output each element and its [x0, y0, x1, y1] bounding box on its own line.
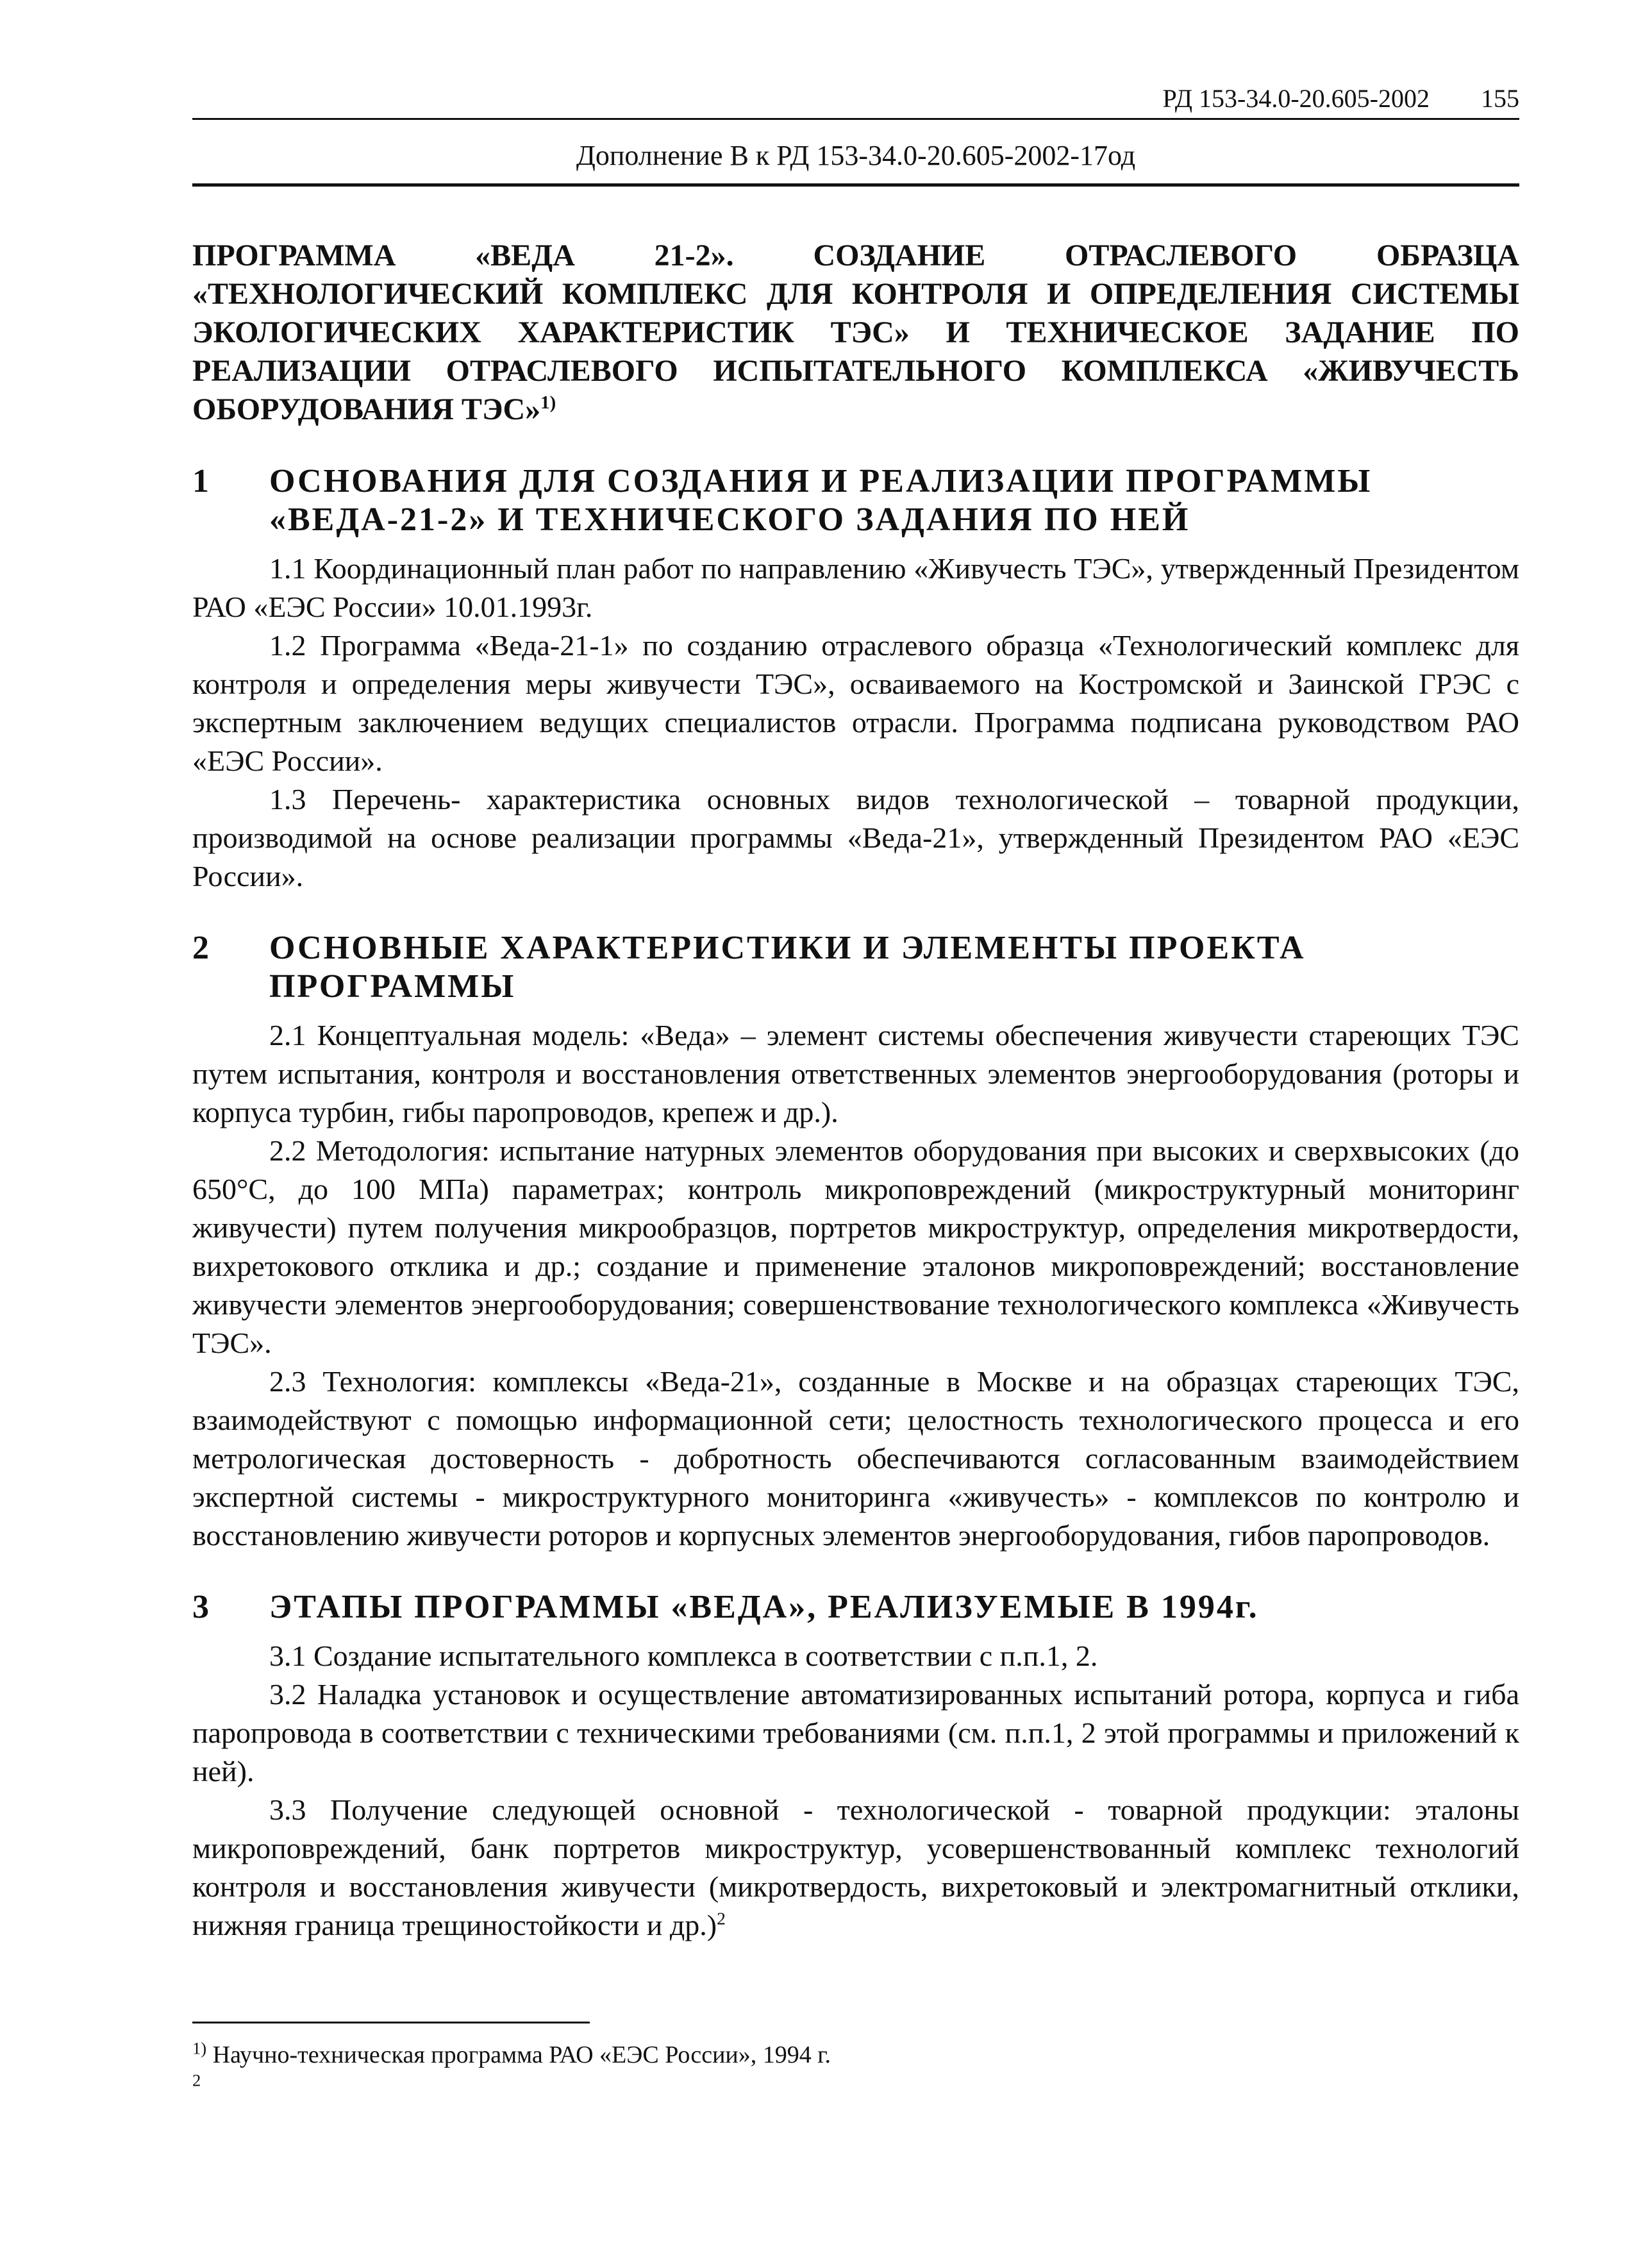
footnote-2 — [192, 2071, 1519, 2103]
doc-code: РД 153-34.0-20.605-2002 — [1162, 84, 1430, 113]
section-number: 1 — [192, 463, 211, 499]
section-heading-text: ЭТАПЫ ПРОГРАММЫ «ВЕДА», РЕАЛИЗУЕМЫЕ В 1994г. — [269, 1589, 1259, 1625]
page-number: 155 — [1481, 84, 1519, 113]
document-title-text: ПРОГРАММА «ВЕДА 21-2». СОЗДАНИЕ ОТРАСЛЕВОГО ОБРАЗЦА «ТЕХНОЛОГИЧЕСКИЙ КОМПЛЕКС ДЛЯ КОНТРОЛЯ И ОПРЕДЕЛЕНИЯ СИСТЕМЫ ЭКОЛОГИЧЕСКИХ ХАРАКТЕРИСТИК ТЭС» И ТЕХНИЧЕСКОЕ ЗАДАНИЕ ПО РЕАЛИЗАЦИИ ОТРАСЛЕВОГО ИСПЫТАТЕЛЬНОГО КОМПЛЕКСА «ЖИВУЧЕСТЬ ОБОРУДОВАНИЯ ТЭС» — [192, 239, 1519, 426]
paragraph-1-1: 1.1 Координационный план работ по направлению «Живучесть ТЭС», утвержденный Президентом РАО «ЕЭС России» 10.01.1993г. — [192, 552, 1519, 623]
paragraph-footnote-mark: 2 — [717, 1908, 726, 1929]
section-number: 2 — [192, 930, 211, 966]
footnote-mark: 2 — [192, 2070, 201, 2090]
section-heading-2 — [192, 929, 1519, 1006]
footnote-text: Научно-техническая программа РАО «ЕЭС России», 1994 г. — [206, 2041, 831, 2068]
paragraph-1-2: 1.2 Программа «Веда-21-1» по созданию отраслевого образца «Технологический комплекс для контроля и определения меры живучести ТЭС», осваиваемого на Костромской и Заинской ГРЭС с экспертным заключением ведущих специалистов отрасли. Программа подписана руководством РАО «ЕЭС России». — [192, 629, 1519, 777]
section-number: 3 — [192, 1589, 211, 1625]
footnote-mark: 1) — [192, 2038, 207, 2058]
paragraph-3-3-text: 3.3 Получение следующей основной - технологической - товарной продукции: эталоны микроповреждений, банк портретов микроструктур, усовершенствованный комплекс технологий контроля и восстановления живучести (микротвердость, вихретоковый и электромагнитный отклики, нижняя граница трещиностойкости и др.) — [192, 1793, 1519, 1941]
header-rule-bottom — [192, 183, 1519, 187]
running-header — [192, 77, 1519, 118]
paragraph-2-1: 2.1 Концептуальная модель: «Веда» – элемент системы обеспечения живучести стареющих ТЭС путем испытания, контроля и восстановления ответственных элементов энергооборудования (роторы и корпуса турбин, гибы паропроводов, крепеж и др.). — [192, 1019, 1519, 1128]
paragraph-2-2: 2.2 Методология: испытание натурных элементов оборудования при высоких и сверхвысоких (до 650°С, до 100 МПа) параметрах; контроль микроповреждений (микроструктурный мониторинг живучести) путем получения микрообразцов, портретов микроструктур, определения микротвердости, вихретокового отклика и др.; создание и применение эталонов микроповреждений; восстановление живучести элементов энергооборудования; совершенствование технологического комплекса «Живучесть ТЭС». — [192, 1134, 1519, 1359]
supplement-line: Дополнение В к РД 153-34.0-20.605-2002-17од — [576, 140, 1136, 171]
document-title — [192, 237, 1519, 429]
section-heading-1 — [192, 462, 1519, 539]
footnote-1 — [192, 2039, 1519, 2071]
section-heading-text: ОСНОВАНИЯ ДЛЯ СОЗДАНИЯ И РЕАЛИЗАЦИИ ПРОГРАММЫ «ВЕДА-21-2» И ТЕХНИЧЕСКОГО ЗАДАНИЯ ПО НЕЙ — [269, 463, 1372, 538]
section-heading-text: ОСНОВНЫЕ ХАРАКТЕРИСТИКИ И ЭЛЕМЕНТЫ ПРОЕКТА ПРОГРАММЫ — [269, 930, 1306, 1005]
paragraph-1-3: 1.3 Перечень- характеристика основных видов технологической – товарной продукции, производимой на основе реализации программы «Веда-21», утвержденный Президентом РАО «ЕЭС России». — [192, 783, 1519, 892]
title-footnote-mark: 1) — [540, 392, 556, 413]
footnote-separator — [192, 2022, 590, 2023]
section-heading-3 — [192, 1588, 1519, 1627]
paragraph-3-2: 3.2 Наладка установок и осуществление автоматизированных испытаний ротора, корпуса и гиба паропровода в соответствии с техническими требованиями (см. п.п.1, 2 этой программы и приложений к ней). — [192, 1678, 1519, 1788]
paragraph-3-3 — [192, 1791, 1519, 1945]
paragraph-3-1: 3.1 Создание испытательного комплекса в соответствии с п.п.1, 2. — [269, 1639, 1098, 1672]
footnotes — [192, 2039, 1519, 2103]
paragraph-2-3: 2.3 Технология: комплексы «Веда-21», созданные в Москве и на образцах стареющих ТЭС, взаимодействуют с помощью информационной сети; целостность технологического процесса и его метрологическая достоверность - добротность обеспечиваются согласованным взаимодействием экспертной системы - микроструктурного мониторинга «живучесть» - комплексов по контролю и восстановлению живучести роторов и корпусных элементов энергооборудования, гибов паропроводов. — [192, 1365, 1519, 1552]
page-content — [192, 77, 1519, 2103]
